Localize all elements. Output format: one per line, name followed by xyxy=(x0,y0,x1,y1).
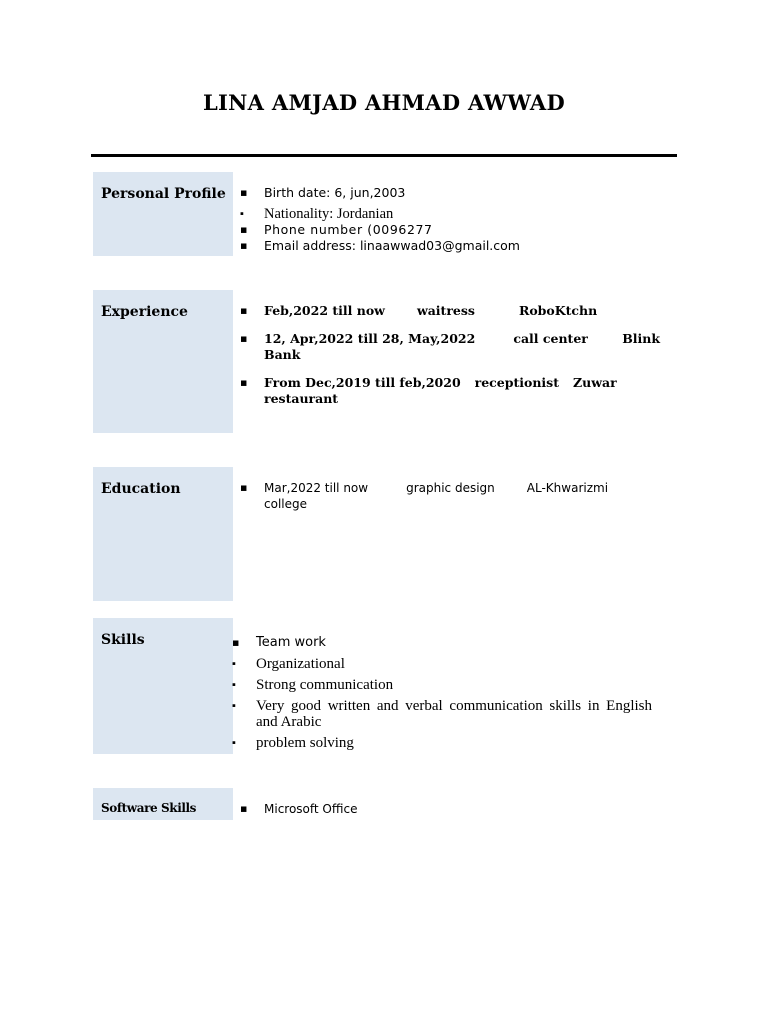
resume-name: LINA AMJAD AHMAD AWWAD xyxy=(202,90,566,115)
education-list xyxy=(240,480,660,512)
experience-period: From Dec,2019 till feb,2020 xyxy=(264,375,461,390)
experience-role: call center xyxy=(513,331,588,346)
software-skills-list xyxy=(240,801,660,817)
skills-label: Skills xyxy=(101,632,145,648)
education-label-box xyxy=(93,467,233,601)
experience-list xyxy=(240,303,660,407)
nationality-item: ▪ Nationality: Jordanian xyxy=(240,206,660,222)
experience-role: receptionist xyxy=(474,375,559,390)
education-school-continued: college xyxy=(264,497,307,511)
phone-item: ▪ Phone number (0096277 xyxy=(240,222,660,238)
education-school: AL-Khwarizmi xyxy=(526,481,609,495)
personal-profile-label: Personal Profile xyxy=(101,186,226,202)
email-item: ▪ Email address: linaawwad03@gmail.com xyxy=(240,238,660,254)
header-divider xyxy=(91,154,677,157)
experience-item xyxy=(240,303,660,319)
education-period: Mar,2022 till now xyxy=(264,481,369,495)
skill-item: ▪ Team work xyxy=(232,635,652,651)
software-skills-label-box xyxy=(93,788,233,820)
experience-place: Zuwar xyxy=(573,375,617,390)
experience-place: Blink xyxy=(622,331,660,346)
experience-place-continued: restaurant xyxy=(264,391,339,406)
personal-profile-list xyxy=(240,185,660,254)
birth-date-item: ▪ Birth date: 6, jun,2003 xyxy=(240,185,660,201)
personal-profile-label-box xyxy=(93,172,233,256)
education-field: graphic design xyxy=(406,481,495,495)
experience-period: 12, Apr,2022 till 28, May,2022 xyxy=(264,331,476,346)
experience-place-continued: Bank xyxy=(264,347,301,362)
skills-label-box xyxy=(93,618,233,754)
experience-item xyxy=(240,331,660,363)
software-skill-item: ▪ Microsoft Office xyxy=(240,801,660,817)
experience-place: RoboKtchn xyxy=(518,303,598,318)
experience-label-box xyxy=(93,290,233,433)
skill-item: ▪ Very good written and verbal communication skills in English and Arabic xyxy=(232,698,652,730)
skill-item: ▪ problem solving xyxy=(232,735,652,751)
skill-item: ▪ Strong communication xyxy=(232,677,652,693)
experience-role: waitress xyxy=(416,303,475,318)
experience-label: Experience xyxy=(101,304,188,320)
skills-list xyxy=(232,635,652,751)
experience-item xyxy=(240,375,660,407)
education-label: Education xyxy=(101,481,181,497)
skill-item: ▪ Organizational xyxy=(232,656,652,672)
experience-period: Feb,2022 till now xyxy=(264,303,385,318)
education-item xyxy=(240,480,660,512)
software-skills-label: Software Skills xyxy=(101,801,197,815)
